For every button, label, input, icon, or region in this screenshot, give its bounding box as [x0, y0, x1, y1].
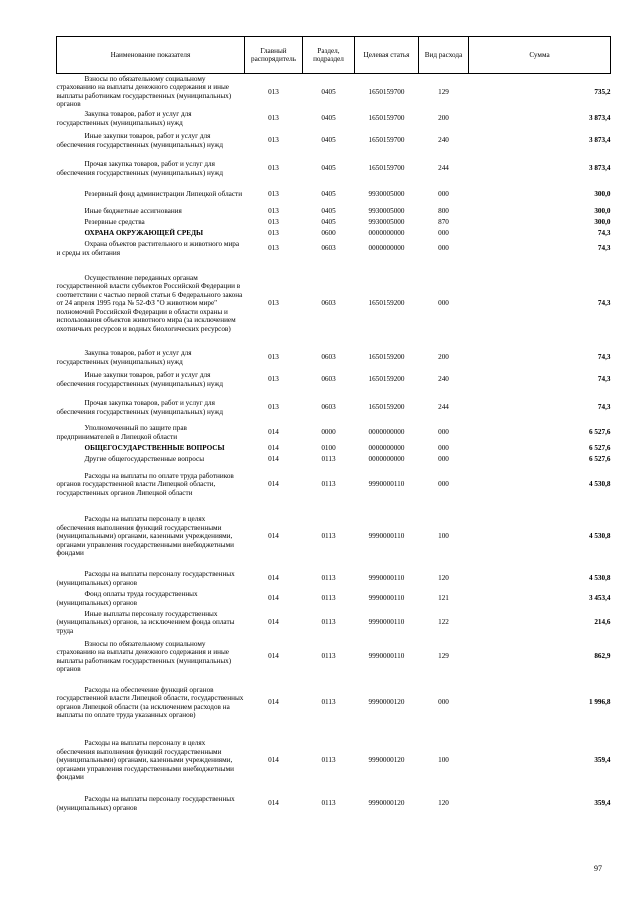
row-amount: 1 996,8 [588, 698, 611, 707]
row-target: 1650159200 [368, 299, 405, 308]
row-name-cell [57, 505, 245, 569]
row-amount: 74,3 [597, 375, 611, 384]
table-row [57, 443, 611, 454]
row-target: 1650159700 [368, 114, 405, 123]
row-amount: 3 873,4 [588, 164, 611, 173]
row-grbs: 014 [268, 454, 279, 463]
row-name-cell [57, 609, 245, 637]
row-target: 9990000110 [368, 652, 405, 661]
row-amount: 74,3 [597, 228, 611, 237]
row-grbs: 014 [268, 698, 279, 707]
table-row [57, 228, 611, 239]
row-section: 0405 [321, 136, 336, 145]
row-grbs: 013 [268, 244, 279, 253]
col-header-expense-type: Вид расхода [419, 37, 469, 74]
row-name-cell [57, 569, 245, 589]
row-grbs: 014 [268, 799, 279, 808]
row-expense-type: 000 [438, 244, 449, 253]
row-amount: 3 873,4 [588, 136, 611, 145]
row-expense-type: 120 [438, 799, 449, 808]
table-row [57, 569, 611, 589]
table-row [57, 110, 611, 128]
row-amount: 3 873,4 [588, 114, 611, 123]
table-row [57, 505, 611, 569]
row-section: 0405 [321, 217, 336, 226]
row-name: Расходы на обеспечение функций органов государственной власти Липецкой области, государственных органов Липецкой области (за исключением расходов на выплаты по оплате труда указанных органов) [56, 685, 244, 719]
table-header [57, 37, 611, 74]
row-grbs: 014 [268, 594, 279, 603]
row-name: ОБЩЕГОСУДАРСТВЕННЫЕ ВОПРОСЫ [84, 443, 225, 452]
row-name-cell [57, 349, 245, 367]
row-grbs: 014 [268, 574, 279, 583]
col-header-amount: Сумма [469, 37, 611, 74]
table-row [57, 367, 611, 393]
table-row [57, 465, 611, 505]
row-expense-type: 800 [438, 206, 449, 215]
row-expense-type: 240 [438, 375, 449, 384]
table-row [57, 217, 611, 228]
table-row [57, 74, 611, 110]
row-name: Уполномоченный по защите прав предпринимателей в Липецкой области [56, 424, 187, 441]
row-grbs: 013 [268, 299, 279, 308]
row-amount: 300,0 [594, 217, 611, 226]
row-name-cell [57, 793, 245, 815]
row-expense-type: 244 [438, 164, 449, 173]
row-expense-type: 120 [438, 574, 449, 583]
row-target: 9990000120 [368, 799, 405, 808]
row-target: 9930005000 [368, 206, 405, 215]
row-amount: 74,3 [597, 299, 611, 308]
row-name: Фонд оплаты труда государственных (муниципальных) органов [56, 590, 198, 607]
table-row [57, 349, 611, 367]
table-row [57, 259, 611, 349]
row-name: Расходы на выплаты персоналу государственных (муниципальных) органов [56, 795, 235, 812]
row-expense-type: 000 [438, 228, 449, 237]
row-name: Прочая закупка товаров, работ и услуг для обеспечения государственных (муниципальных) нужд [56, 399, 223, 416]
row-grbs: 014 [268, 532, 279, 541]
row-section: 0113 [321, 618, 336, 627]
row-grbs: 013 [268, 228, 279, 237]
table-row [57, 609, 611, 637]
row-name-cell [57, 677, 245, 729]
row-expense-type: 000 [438, 698, 449, 707]
table-row [57, 206, 611, 217]
row-name-cell [57, 454, 245, 465]
row-amount: 214,6 [594, 618, 611, 627]
row-expense-type: 870 [438, 217, 449, 226]
row-target: 9990000110 [368, 480, 405, 489]
row-name-cell [57, 154, 245, 184]
budget-table [56, 36, 611, 815]
row-name: Охрана объектов растительного и животного мира и среды их обитания [56, 240, 240, 257]
row-target: 0000000000 [368, 443, 405, 452]
row-name-cell [57, 443, 245, 454]
row-amount: 6 527,6 [588, 454, 611, 463]
row-name-cell [57, 465, 245, 505]
table-row [57, 393, 611, 423]
row-grbs: 013 [268, 353, 279, 362]
row-target: 9990000110 [368, 618, 405, 627]
row-amount: 6 527,6 [588, 428, 611, 437]
row-grbs: 013 [268, 375, 279, 384]
row-expense-type: 129 [438, 652, 449, 661]
row-target: 9990000110 [368, 574, 405, 583]
row-name-cell [57, 729, 245, 793]
row-section: 0113 [321, 574, 336, 583]
row-amount: 862,9 [594, 652, 611, 661]
row-target: 0000000000 [368, 454, 405, 463]
row-grbs: 013 [268, 190, 279, 199]
row-name: Расходы на выплаты персоналу в целях обеспечения выполнения функций государственными (муниципальными) органами, казенными учреждениями, органами управления государственными внебюджетными фондами [56, 739, 234, 782]
row-name: Прочая закупка товаров, работ и услуг для обеспечения государственных (муниципальных) нужд [56, 160, 223, 177]
row-section: 0405 [321, 190, 336, 199]
row-expense-type: 100 [438, 532, 449, 541]
row-grbs: 014 [268, 480, 279, 489]
row-amount: 4 530,8 [588, 574, 611, 583]
row-section: 0113 [321, 756, 336, 765]
row-name: Взносы по обязательному социальному страхованию на выплаты денежного содержания и иные выплаты работникам государственных (муниципальных) органов [56, 74, 232, 109]
row-expense-type: 122 [438, 618, 449, 627]
row-section: 0603 [321, 244, 336, 253]
row-amount: 74,3 [597, 403, 611, 412]
row-expense-type: 000 [438, 480, 449, 489]
row-grbs: 013 [268, 136, 279, 145]
row-section: 0603 [321, 403, 336, 412]
row-amount: 6 527,6 [588, 443, 611, 452]
row-section: 0113 [321, 698, 336, 707]
row-expense-type: 100 [438, 756, 449, 765]
row-name-cell [57, 259, 245, 349]
row-name: Резервный фонд администрации Липецкой области [84, 190, 243, 199]
row-name: Резервные средства [84, 217, 145, 226]
row-grbs: 013 [268, 114, 279, 123]
row-name: Расходы на выплаты персоналу государственных (муниципальных) органов [56, 570, 235, 587]
row-target: 9930005000 [368, 190, 405, 199]
table-row [57, 423, 611, 443]
row-grbs: 013 [268, 403, 279, 412]
row-section: 0603 [321, 299, 336, 308]
table-row [57, 154, 611, 184]
row-target: 9990000120 [368, 698, 405, 707]
table-row [57, 454, 611, 465]
row-section: 0113 [321, 652, 336, 661]
table-row [57, 677, 611, 729]
row-name-cell [57, 423, 245, 443]
row-amount: 4 530,8 [588, 480, 611, 489]
row-grbs: 014 [268, 756, 279, 765]
table-row [57, 128, 611, 154]
row-expense-type: 200 [438, 114, 449, 123]
row-name-cell [57, 184, 245, 206]
row-name-cell [57, 74, 245, 110]
row-amount: 3 453,4 [588, 594, 611, 603]
row-name: Другие общегосударственные вопросы [84, 454, 205, 463]
row-section: 0113 [321, 799, 336, 808]
row-name-cell [57, 206, 245, 217]
col-header-target: Целевая статья [355, 37, 419, 74]
row-name: Закупка товаров, работ и услуг для государственных (муниципальных) нужд [56, 110, 192, 127]
row-grbs: 013 [268, 164, 279, 173]
row-section: 0405 [321, 114, 336, 123]
row-target: 9990000110 [368, 594, 405, 603]
table-row [57, 729, 611, 793]
row-name-cell [57, 589, 245, 609]
row-amount: 359,4 [594, 799, 611, 808]
row-name: Закупка товаров, работ и услуг для государственных (муниципальных) нужд [56, 349, 192, 366]
row-expense-type: 000 [438, 454, 449, 463]
col-header-name: Наименование показателя [57, 37, 245, 74]
row-expense-type: 121 [438, 594, 449, 603]
row-section: 0405 [321, 164, 336, 173]
row-expense-type: 240 [438, 136, 449, 145]
row-name-cell [57, 128, 245, 154]
row-name-cell [57, 393, 245, 423]
row-amount: 735,2 [594, 87, 611, 96]
row-name-cell [57, 217, 245, 228]
row-grbs: 013 [268, 217, 279, 226]
row-section: 0113 [321, 532, 336, 541]
row-amount: 74,3 [597, 244, 611, 253]
row-name-cell [57, 239, 245, 259]
row-target: 9990000110 [368, 532, 405, 541]
row-name-cell [57, 110, 245, 128]
row-section: 0603 [321, 353, 336, 362]
row-name: Осуществление переданных органам государственной власти субъектов Российской Федерации в соответствии с частью первой статьи 6 Федерального закона от 24 апреля 1995 года № 52-ФЗ "О животном мире" полномочий Российской Федерации в области охраны и использования объектов животного мира (за исключением охотничьих ресурсов и водных биологических ресурсов) [56, 274, 243, 333]
row-name: Иные закупки товаров, работ и услуг для обеспечения государственных (муниципальных) нужд [56, 132, 223, 149]
row-amount: 300,0 [594, 190, 611, 199]
row-name: Расходы на выплаты персоналу в целях обеспечения выполнения функций государственными (муниципальными) органами, казенными учреждениями, органами управления государственными внебюджетными фондами [56, 515, 234, 558]
table-row [57, 793, 611, 815]
row-name-cell [57, 228, 245, 239]
row-name-cell [57, 367, 245, 393]
row-target: 1650159700 [368, 136, 405, 145]
row-grbs: 013 [268, 87, 279, 96]
row-section: 0113 [321, 594, 336, 603]
row-amount: 4 530,8 [588, 532, 611, 541]
row-section: 0405 [321, 87, 336, 96]
row-name: Взносы по обязательному социальному страхованию на выплаты денежного содержания и иные выплаты работникам государственных (муниципальных) органов [56, 639, 232, 673]
row-grbs: 014 [268, 618, 279, 627]
row-target: 0000000000 [368, 428, 405, 437]
table-row [57, 637, 611, 677]
row-section: 0405 [321, 206, 336, 215]
row-section: 0000 [321, 428, 336, 437]
col-header-section: Раздел, подраздел [303, 37, 355, 74]
row-expense-type: 129 [438, 87, 449, 96]
row-section: 0600 [321, 228, 336, 237]
row-name-cell [57, 637, 245, 677]
table-row [57, 184, 611, 206]
row-grbs: 014 [268, 428, 279, 437]
row-target: 1650159700 [368, 164, 405, 173]
row-expense-type: 244 [438, 403, 449, 412]
row-expense-type: 200 [438, 353, 449, 362]
row-grbs: 014 [268, 652, 279, 661]
row-amount: 74,3 [597, 353, 611, 362]
row-target: 1650159200 [368, 375, 405, 384]
row-target: 1650159200 [368, 403, 405, 412]
row-target: 1650159700 [368, 87, 405, 96]
row-amount: 300,0 [594, 206, 611, 215]
row-grbs: 013 [268, 206, 279, 215]
row-name: Иные выплаты персоналу государственных (муниципальных) органов, за исключением фонда оплаты труда [56, 609, 235, 635]
row-expense-type: 000 [438, 443, 449, 452]
row-target: 0000000000 [368, 228, 405, 237]
page-number: 97 [594, 864, 602, 873]
row-name: ОХРАНА ОКРУЖАЮЩЕЙ СРЕДЫ [84, 228, 204, 237]
row-section: 0100 [321, 443, 336, 452]
row-target: 0000000000 [368, 244, 405, 253]
row-target: 9930005000 [368, 217, 405, 226]
row-amount: 359,4 [594, 756, 611, 765]
row-target: 1650159200 [368, 353, 405, 362]
table-row [57, 589, 611, 609]
row-target: 9990000120 [368, 756, 405, 765]
row-section: 0113 [321, 454, 336, 463]
table-body [57, 74, 611, 815]
row-name: Расходы на выплаты по оплате труда работников органов государственной власти Липецкой области, государственных органов Липецкой области [56, 471, 234, 497]
row-name: Иные закупки товаров, работ и услуг для обеспечения государственных (муниципальных) нужд [56, 371, 223, 388]
table-row [57, 239, 611, 259]
row-name: Иные бюджетные ассигнования [84, 206, 182, 215]
row-grbs: 014 [268, 443, 279, 452]
row-expense-type: 000 [438, 190, 449, 199]
row-section: 0603 [321, 375, 336, 384]
row-section: 0113 [321, 480, 336, 489]
col-header-grbs: Главный распорядитель [245, 37, 303, 74]
row-expense-type: 000 [438, 428, 449, 437]
row-expense-type: 000 [438, 299, 449, 308]
